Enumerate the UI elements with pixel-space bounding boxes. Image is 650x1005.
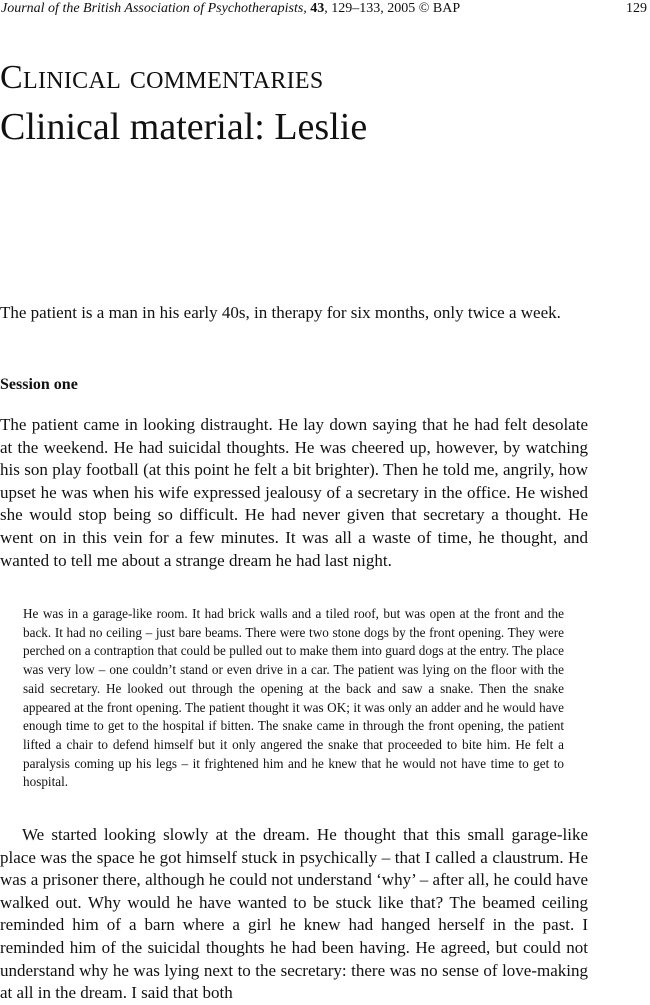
article-title: Clinical material: Leslie [0, 106, 368, 148]
intro-paragraph: The patient is a man in his early 40s, in therapy for six months, only twice a week. [0, 303, 561, 322]
volume-number: 43 [310, 1, 325, 16]
journal-citation [1, 0, 460, 18]
page-number: 129 [626, 1, 647, 16]
discussion-paragraph: We started looking slowly at the dream. He thought that this small garage-like place was the space he got himself stuck in psychically – that I called a claustrum. He was a prisoner there, although he could not understand ‘why’ – after all, he could have walked out. Why would he have wanted to be stuck like that? The beamed ceiling reminded him of a barn where a girl he knew had hanged herself in the past. I reminded him of the suicidal thoughts he had been having. He agreed, but could not understand why he was lying next to the secretary: there was no sense of love-making at all in the dream. I said that both [0, 825, 588, 1003]
running-header [0, 0, 650, 20]
session-heading: Session one [0, 376, 78, 393]
journal-name: Journal of the British Association of Psychotherapists, [1, 1, 307, 16]
pages-info: , 129–133, 2005 © BAP [324, 1, 461, 16]
section-label: Clinical commentaries [0, 59, 324, 96]
dream-quote: He was in a garage-like room. It had brick walls and a tiled roof, but was open at the front and the back. It had no ceiling – just bare beams. There were two stone dogs by the front opening. They were perched on a contraption that could be pulled out to make them into guard dogs at the entry. The place was very low – one couldn’t stand or even drive in a car. The patient was lying on the floor with the said secretary. He looked out through the opening at the back and saw a snake. Then the snake appeared at the front opening. The patient thought it was OK; it was only an adder and he would have enough time to get to the hospital if bitten. The snake came in through the front opening, the patient lifted a chair to defend himself but it only angered the snake that proceeded to bite him. He felt a paralysis coming up his legs – it frightened him and he knew that he would not have time to get to hospital. [23, 606, 564, 790]
session-paragraph: The patient came in looking distraught. He lay down saying that he had felt desolate at the weekend. He had suicidal thoughts. He was cheered up, however, by watching his son play football (at this point he felt a bit brighter). Then he told me, angrily, how upset he was when his wife expressed jealousy of a secretary in the office. He wished she would stop being so difficult. He had never given that secretary a thought. He went on in this vein for a few minutes. It was all a waste of time, he thought, and wanted to tell me about a strange dream he had last night. [0, 415, 588, 570]
